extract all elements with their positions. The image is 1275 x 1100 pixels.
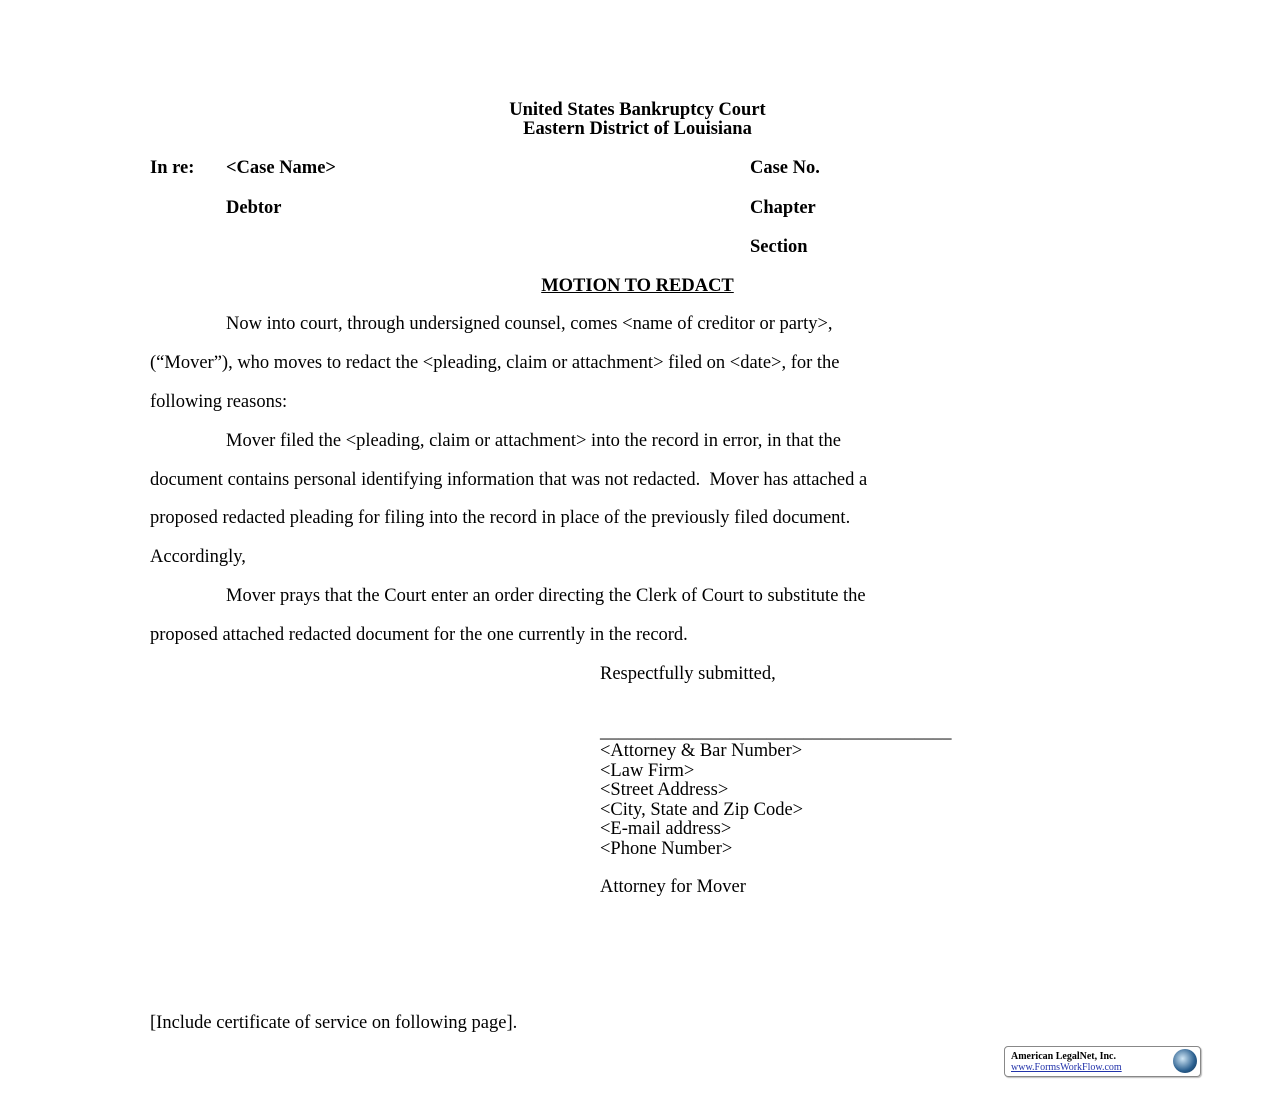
law-firm: <Law Firm> (600, 761, 695, 781)
attorney-role: Attorney for Mover (600, 877, 746, 897)
body-line: Accordingly, (150, 547, 246, 567)
logo-url-link[interactable]: www.FormsWorkFlow.com (1011, 1062, 1122, 1073)
phone-number: <Phone Number> (600, 839, 733, 859)
signature-line: ______________________________________ (600, 722, 952, 742)
body-line: Mover filed the <pleading, claim or attachment> into the record in error, in that the (226, 431, 841, 451)
district-name: Eastern District of Louisiana (523, 119, 752, 139)
globe-icon (1173, 1049, 1197, 1073)
chapter-label: Chapter (750, 198, 816, 218)
body-line: following reasons: (150, 392, 288, 412)
debtor-label: Debtor (226, 198, 282, 218)
body-line: (“Mover”), who moves to redact the <pleading, claim or attachment> filed on <date>, for the (150, 353, 840, 373)
closing: Respectfully submitted, (600, 664, 776, 684)
case-number-label: Case No. (750, 158, 820, 178)
in-re-label: In re: (150, 158, 195, 178)
document-title: MOTION TO REDACT (541, 276, 734, 296)
legalnet-logo (1004, 1046, 1201, 1077)
attorney-bar-number: <Attorney & Bar Number> (600, 741, 803, 761)
body-line: Mover prays that the Court enter an order directing the Clerk of Court to substitute the (226, 586, 866, 606)
court-name: United States Bankruptcy Court (509, 100, 766, 120)
body-line: document contains personal identifying information that was not redacted. Mover has attached a (150, 470, 868, 490)
section-label: Section (750, 237, 808, 257)
city-state-zip: <City, State and Zip Code> (600, 800, 804, 820)
body-line: proposed redacted pleading for filing into the record in place of the previously filed document. (150, 508, 851, 528)
footer-note: [Include certificate of service on following page]. (150, 1013, 518, 1033)
body-line: proposed attached redacted document for the one currently in the record. (150, 625, 688, 645)
case-name: <Case Name> (226, 158, 336, 178)
logo-name: American LegalNet, Inc. (1011, 1051, 1116, 1062)
street-address: <Street Address> (600, 780, 729, 800)
email-address: <E-mail address> (600, 819, 732, 839)
body-line: Now into court, through undersigned counsel, comes <name of creditor or party>, (226, 314, 833, 334)
